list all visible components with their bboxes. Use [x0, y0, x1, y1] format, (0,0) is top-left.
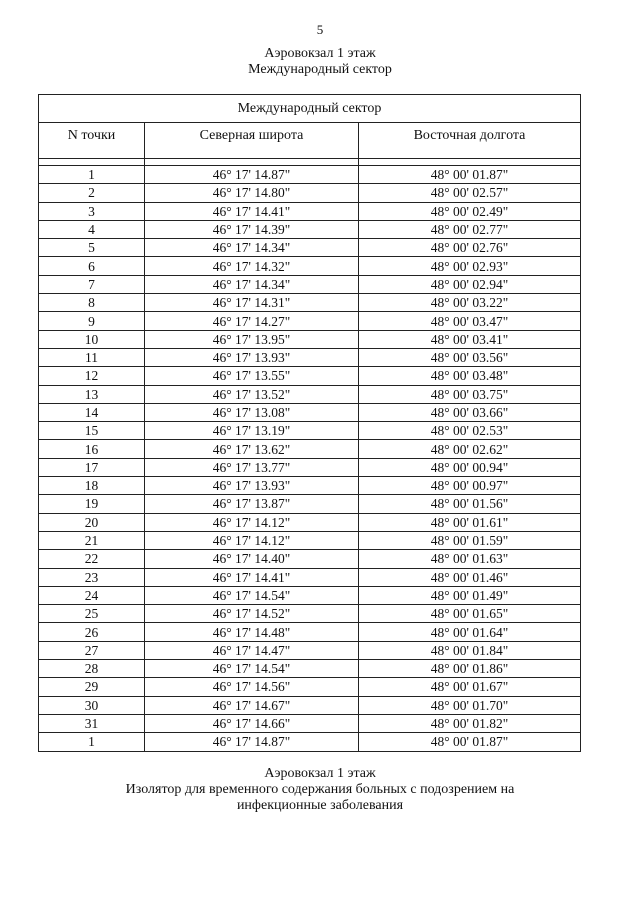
- longitude-cell: 48° 00' 03.66": [359, 403, 581, 421]
- longitude-cell: 48° 00' 02.93": [359, 257, 581, 275]
- point-number-cell: 3: [39, 202, 145, 220]
- table-row: [39, 257, 581, 275]
- point-number-cell: 22: [39, 550, 145, 568]
- longitude-cell: 48° 00' 01.65": [359, 605, 581, 623]
- longitude-cell: 48° 00' 01.63": [359, 550, 581, 568]
- point-number-cell: 15: [39, 422, 145, 440]
- longitude-cell: 48° 00' 01.86": [359, 660, 581, 678]
- table-row: [39, 367, 581, 385]
- longitude-cell: 48° 00' 03.48": [359, 367, 581, 385]
- point-number-cell: 5: [39, 239, 145, 257]
- latitude-cell: 46° 17' 14.87": [145, 733, 359, 751]
- point-number-cell: 6: [39, 257, 145, 275]
- latitude-cell: 46° 17' 14.40": [145, 550, 359, 568]
- table-row: [39, 714, 581, 732]
- heading-line-sector: Международный сектор: [248, 62, 392, 77]
- latitude-cell: 46° 17' 13.55": [145, 367, 359, 385]
- heading-line-building: Аэровокзал 1 этаж: [264, 46, 376, 61]
- table-row: [39, 166, 581, 184]
- point-number-cell: 28: [39, 660, 145, 678]
- point-number-cell: 10: [39, 330, 145, 348]
- longitude-cell: 48° 00' 03.75": [359, 385, 581, 403]
- longitude-cell: 48° 00' 00.97": [359, 477, 581, 495]
- point-number-cell: 16: [39, 440, 145, 458]
- table-header-row: [39, 123, 581, 159]
- column-header-point: N точки: [39, 123, 145, 159]
- point-number-cell: 17: [39, 458, 145, 476]
- table-row: [39, 623, 581, 641]
- longitude-cell: 48° 00' 01.87": [359, 166, 581, 184]
- point-number-cell: 18: [39, 477, 145, 495]
- latitude-cell: 46° 17' 14.66": [145, 714, 359, 732]
- latitude-cell: 46° 17' 14.80": [145, 184, 359, 202]
- point-number-cell: 21: [39, 531, 145, 549]
- table-row: [39, 660, 581, 678]
- latitude-cell: 46° 17' 14.34": [145, 275, 359, 293]
- next-heading-line-purpose: инфекционные заболевания: [236, 798, 404, 813]
- point-number-cell: 14: [39, 403, 145, 421]
- table-row: [39, 312, 581, 330]
- longitude-cell: 48° 00' 01.56": [359, 495, 581, 513]
- section-heading: [0, 46, 640, 78]
- latitude-cell: 46° 17' 13.93": [145, 348, 359, 366]
- latitude-cell: 46° 17' 13.93": [145, 477, 359, 495]
- table-row: [39, 385, 581, 403]
- latitude-cell: 46° 17' 14.56": [145, 678, 359, 696]
- table-row: [39, 513, 581, 531]
- table-row: [39, 330, 581, 348]
- point-number-cell: 13: [39, 385, 145, 403]
- longitude-cell: 48° 00' 01.59": [359, 531, 581, 549]
- longitude-cell: 48° 00' 01.87": [359, 733, 581, 751]
- longitude-cell: 48° 00' 03.47": [359, 312, 581, 330]
- point-number-cell: 12: [39, 367, 145, 385]
- longitude-cell: 48° 00' 01.46": [359, 568, 581, 586]
- table-row: [39, 422, 581, 440]
- next-heading-line-building: Аэровокзал 1 этаж: [264, 766, 376, 781]
- latitude-cell: 46° 17' 14.54": [145, 660, 359, 678]
- longitude-cell: 48° 00' 01.64": [359, 623, 581, 641]
- latitude-cell: 46° 17' 13.87": [145, 495, 359, 513]
- latitude-cell: 46° 17' 14.27": [145, 312, 359, 330]
- table-row: [39, 403, 581, 421]
- table-row: [39, 202, 581, 220]
- spacer-cell: [359, 159, 581, 166]
- latitude-cell: 46° 17' 14.67": [145, 696, 359, 714]
- latitude-cell: 46° 17' 14.48": [145, 623, 359, 641]
- latitude-cell: 46° 17' 14.34": [145, 239, 359, 257]
- latitude-cell: 46° 17' 14.32": [145, 257, 359, 275]
- latitude-cell: 46° 17' 14.41": [145, 202, 359, 220]
- table-row: [39, 220, 581, 238]
- table-row: [39, 458, 581, 476]
- table-row: [39, 294, 581, 312]
- longitude-cell: 48° 00' 01.67": [359, 678, 581, 696]
- table-row: [39, 477, 581, 495]
- table-row: [39, 586, 581, 604]
- point-number-cell: 4: [39, 220, 145, 238]
- longitude-cell: 48° 00' 01.49": [359, 586, 581, 604]
- latitude-cell: 46° 17' 14.87": [145, 166, 359, 184]
- point-number-cell: 8: [39, 294, 145, 312]
- latitude-cell: 46° 17' 14.41": [145, 568, 359, 586]
- latitude-cell: 46° 17' 13.08": [145, 403, 359, 421]
- column-header-longitude: Восточная долгота: [359, 123, 581, 159]
- latitude-cell: 46° 17' 13.19": [145, 422, 359, 440]
- longitude-cell: 48° 00' 02.49": [359, 202, 581, 220]
- point-number-cell: 20: [39, 513, 145, 531]
- spacer-cell: [39, 159, 145, 166]
- point-number-cell: 25: [39, 605, 145, 623]
- table-row: [39, 568, 581, 586]
- table-row: [39, 733, 581, 751]
- point-number-cell: 24: [39, 586, 145, 604]
- table-row: [39, 531, 581, 549]
- table-row: [39, 495, 581, 513]
- longitude-cell: 48° 00' 02.62": [359, 440, 581, 458]
- table-row: [39, 696, 581, 714]
- point-number-cell: 7: [39, 275, 145, 293]
- longitude-cell: 48° 00' 03.41": [359, 330, 581, 348]
- point-number-cell: 31: [39, 714, 145, 732]
- longitude-cell: 48° 00' 02.53": [359, 422, 581, 440]
- table-row: [39, 550, 581, 568]
- point-number-cell: 11: [39, 348, 145, 366]
- point-number-cell: 29: [39, 678, 145, 696]
- spacer-cell: [145, 159, 359, 166]
- column-header-latitude: Северная широта: [145, 123, 359, 159]
- latitude-cell: 46° 17' 13.77": [145, 458, 359, 476]
- point-number-cell: 27: [39, 641, 145, 659]
- next-heading-line-room: Изолятор для временного содержания больных с подозрением на: [125, 782, 515, 797]
- longitude-cell: 48° 00' 02.76": [359, 239, 581, 257]
- point-number-cell: 30: [39, 696, 145, 714]
- point-number-cell: 2: [39, 184, 145, 202]
- latitude-cell: 46° 17' 13.95": [145, 330, 359, 348]
- point-number-cell: 1: [39, 166, 145, 184]
- longitude-cell: 48° 00' 01.84": [359, 641, 581, 659]
- latitude-cell: 46° 17' 14.52": [145, 605, 359, 623]
- latitude-cell: 46° 17' 14.39": [145, 220, 359, 238]
- longitude-cell: 48° 00' 00.94": [359, 458, 581, 476]
- longitude-cell: 48° 00' 03.56": [359, 348, 581, 366]
- point-number-cell: 1: [39, 733, 145, 751]
- table-title: Международный сектор: [39, 95, 581, 123]
- point-number-cell: 23: [39, 568, 145, 586]
- table-row: [39, 184, 581, 202]
- table-title-row: [39, 95, 581, 123]
- latitude-cell: 46° 17' 14.54": [145, 586, 359, 604]
- table-body: [39, 166, 581, 752]
- table-row: [39, 239, 581, 257]
- latitude-cell: 46° 17' 14.31": [145, 294, 359, 312]
- latitude-cell: 46° 17' 14.47": [145, 641, 359, 659]
- table-spacer-row: [39, 159, 581, 166]
- table-row: [39, 348, 581, 366]
- longitude-cell: 48° 00' 03.22": [359, 294, 581, 312]
- latitude-cell: 46° 17' 13.62": [145, 440, 359, 458]
- longitude-cell: 48° 00' 01.70": [359, 696, 581, 714]
- table-row: [39, 641, 581, 659]
- page-number: 5: [316, 22, 324, 37]
- longitude-cell: 48° 00' 01.61": [359, 513, 581, 531]
- table-row: [39, 605, 581, 623]
- point-number-cell: 19: [39, 495, 145, 513]
- table-row: [39, 275, 581, 293]
- point-number-cell: 26: [39, 623, 145, 641]
- longitude-cell: 48° 00' 01.82": [359, 714, 581, 732]
- next-section-heading: [0, 766, 640, 814]
- latitude-cell: 46° 17' 13.52": [145, 385, 359, 403]
- table-row: [39, 440, 581, 458]
- coordinates-table: [38, 94, 581, 752]
- latitude-cell: 46° 17' 14.12": [145, 531, 359, 549]
- longitude-cell: 48° 00' 02.94": [359, 275, 581, 293]
- table-row: [39, 678, 581, 696]
- point-number-cell: 9: [39, 312, 145, 330]
- longitude-cell: 48° 00' 02.57": [359, 184, 581, 202]
- latitude-cell: 46° 17' 14.12": [145, 513, 359, 531]
- longitude-cell: 48° 00' 02.77": [359, 220, 581, 238]
